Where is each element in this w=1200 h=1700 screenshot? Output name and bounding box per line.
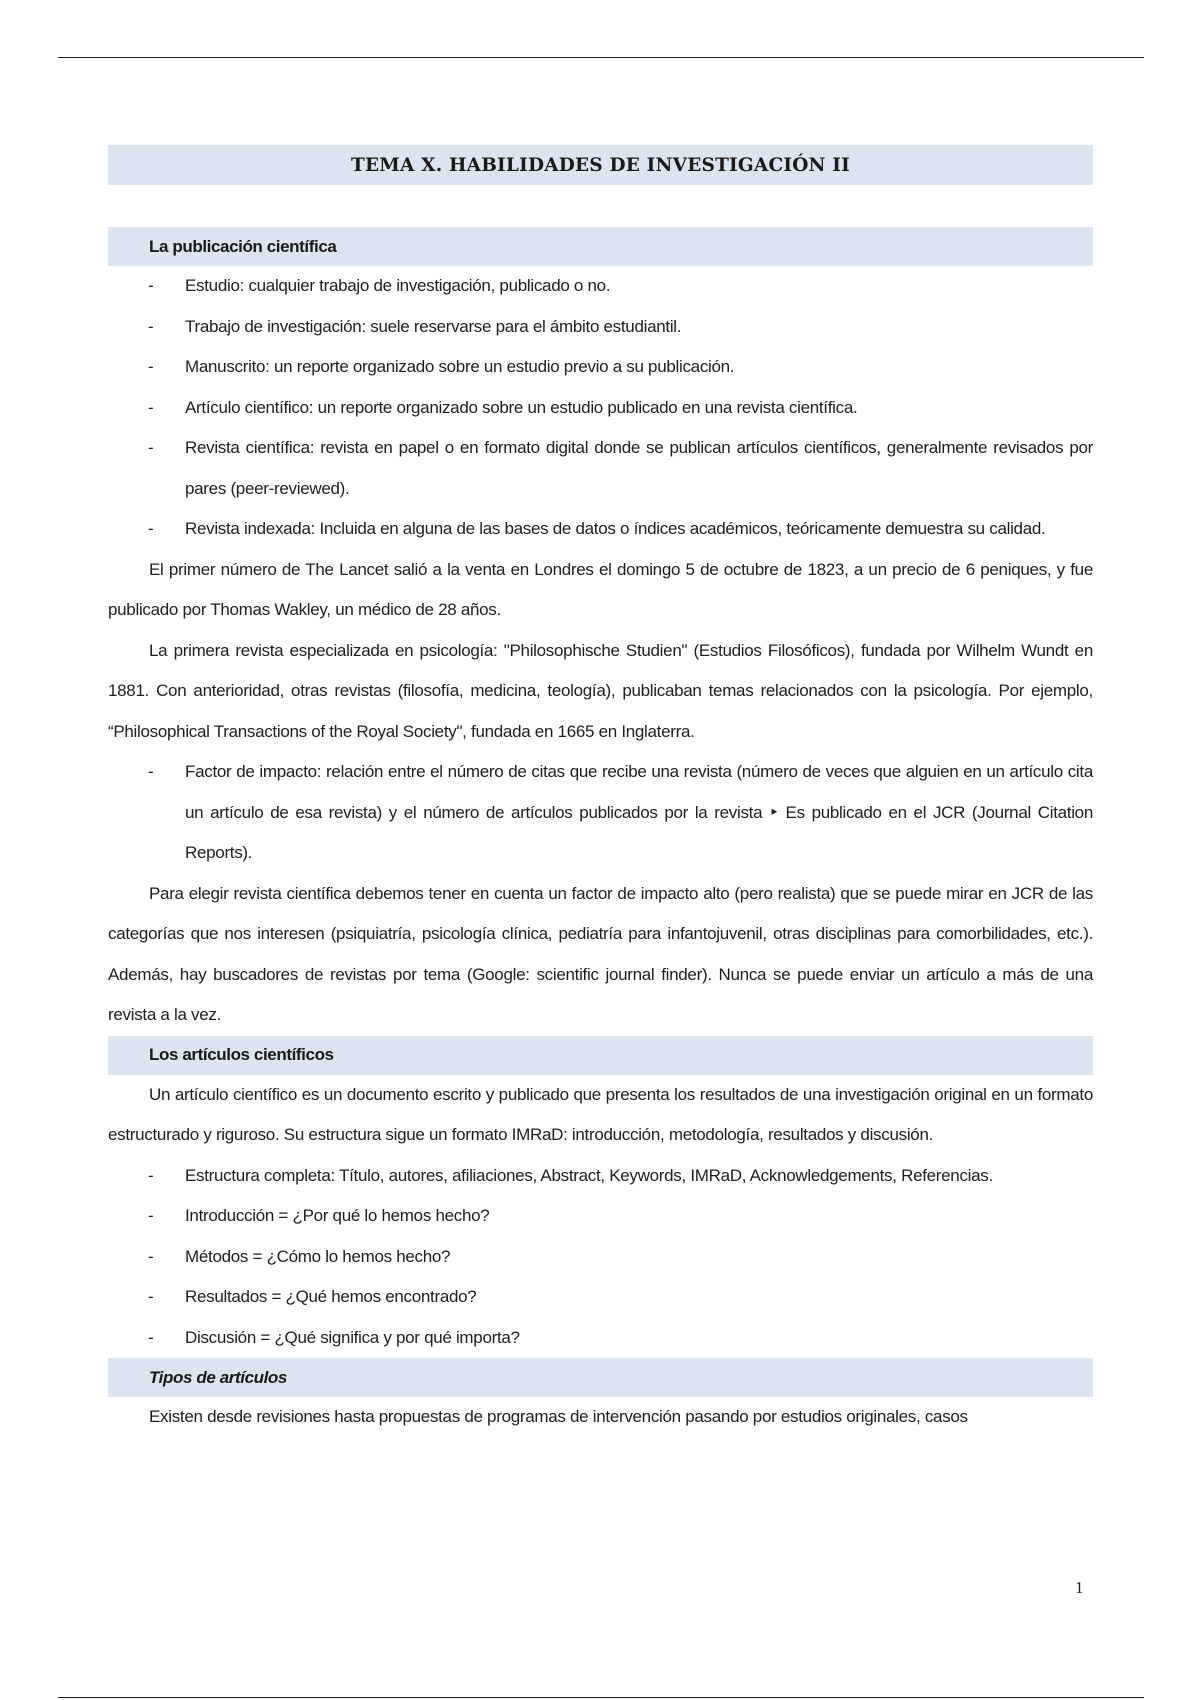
list-item: - Trabajo de investigación: suele reservarse para el ámbito estudiantil.: [148, 316, 682, 336]
list-item: - Manuscrito: un reporte organizado sobre un estudio previo a su publicación.: [148, 357, 735, 376]
list-item: - Discusión = ¿Qué significa y por qué importa?: [148, 1327, 520, 1347]
list-item: - Introducción = ¿Por qué lo hemos hecho?: [148, 1206, 490, 1225]
bullet-list-definitions: [108, 266, 1093, 550]
section-heading-tipos: Tipos de artículos: [108, 1358, 1093, 1397]
list-item: - Revista científica: revista en papel o en formato digital donde se publican artículos científicos, generalmente revisados por pares (peer-reviewed).: [148, 438, 1093, 498]
list-item: - Estudio: cualquier trabajo de investigación, publicado o no.: [148, 276, 611, 295]
header-rule: [58, 57, 1144, 58]
footer-rule: [58, 1697, 1144, 1698]
list-item: - Estructura completa: Título, autores, afiliaciones, Abstract, Keywords, IMRaD, Acknowledgements, Referencias.: [148, 1165, 993, 1185]
paragraph-article-definition: Un artículo científico es un documento escrito y publicado que presenta los resultados de una investigación original en un formato estructurado y riguroso. Su estructura sigue un formato IMRaD: introducción, metodología, resultados y discusión.: [108, 1084, 1093, 1144]
paragraph-tipos: Existen desde revisiones hasta propuestas de programas de intervención pasando por estudios originales, casos: [149, 1407, 968, 1426]
section-heading-articulos: Los artículos científicos: [108, 1036, 1093, 1075]
list-item: - Métodos = ¿Cómo lo hemos hecho?: [148, 1246, 451, 1266]
list-item-impact-factor: - Factor de impacto: relación entre el número de citas que recibe una revista (número de veces que alguien en un artículo cita un artículo de esa revista) y el número de artículos publicados por la revista ‣ Es publicado en el JCR (Journal Citation Reports).: [148, 762, 1093, 862]
section-heading-publicacion: La publicación científica: [108, 227, 1093, 266]
paragraph-choose-journal: Para elegir revista científica debemos tener en cuenta un factor de impacto alto (pero realista) que se puede mirar en JCR de las categorías que nos interesen (psiquiatría, psicología clínica, pediatría para infantojuvenil, otras disciplinas para comorbilidades, etc.). Además, hay buscadores de revistas por tema (Google: scientific journal finder). Nunca se puede enviar un artículo a más de una revista a la vez.: [108, 883, 1093, 1024]
list-item: - Revista indexada: Incluida en alguna de las bases de datos o índices académicos, teóricamente demuestra su calidad.: [148, 519, 1046, 538]
list-item: - Artículo científico: un reporte organizado sobre un estudio publicado en una revista científica.: [148, 397, 858, 417]
page-number: 1: [1075, 1578, 1084, 1597]
page-title: TEMA X. HABILIDADES DE INVESTIGACIÓN II: [108, 145, 1093, 185]
paragraph-first-journal: La primera revista especializada en psicología: "Philosophische Studien" (Estudios Filosóficos), fundada por Wilhelm Wundt en 1881. Con anterioridad, otras revistas (filosofía, medicina, teología), publicaban temas relacionados con la psicología. Por ejemplo, “Philosophical Transactions of the Royal Society", fundada en 1665 en Inglaterra.: [108, 640, 1093, 741]
list-item: - Resultados = ¿Qué hemos encontrado?: [148, 1287, 477, 1306]
document-body: [108, 145, 1093, 1438]
paragraph-lancet: El primer número de The Lancet salió a la venta en Londres el domingo 5 de octubre de 1823, a un precio de 6 peniques, y fue publicado por Thomas Wakley, un médico de 28 años.: [108, 559, 1093, 619]
bullet-list-imrad: [108, 1156, 1093, 1359]
